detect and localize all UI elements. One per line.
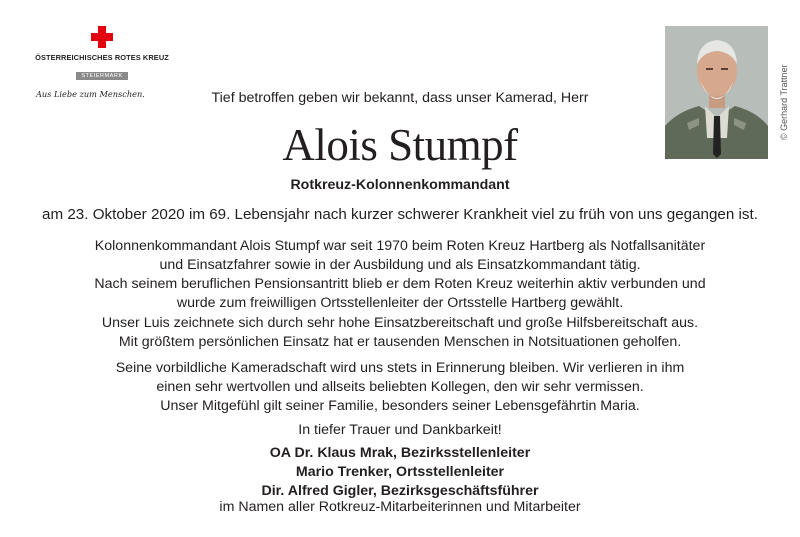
intro-text: Tief betroffen geben wir bekannt, dass unser Kamerad, Herr <box>211 90 589 106</box>
organization-region: STEIERMARK <box>76 72 127 80</box>
tribute-paragraph <box>0 314 800 352</box>
paragraph-line: wurde zum freiwilligen Ortsstellenleiter der Ortsstelle Hartberg gewählt. <box>176 295 624 311</box>
organization-name: ÖSTERREICHISCHES ROTES KREUZ <box>35 53 169 62</box>
paragraph-line: einen sehr wertvollen und allseits beliebten Kollegen, den wir sehr vermissen. <box>156 379 644 395</box>
closing-line: In tiefer Trauer und Dankbarkeit! <box>298 422 502 438</box>
footer-line: im Namen aller Rotkreuz-Mitarbeiterinnen und Mitarbeiter <box>219 499 581 515</box>
signers-list <box>0 444 800 501</box>
paragraph-line: Unser Mitgefühl gilt seiner Familie, besonders seiner Lebensgefährtin Maria. <box>160 398 640 414</box>
photo-credit: © Gerhard Trattner <box>779 64 789 140</box>
signer-name: Mario Trenker, Ortsstellenleiter <box>295 464 505 480</box>
paragraph-line: und Einsatzfahrer sowie in der Ausbildung und als Einsatzkommandant tätig. <box>159 257 641 273</box>
biography-paragraph <box>0 237 800 313</box>
paragraph-line: Unser Luis zeichnete sich durch sehr hohe Einsatzbereitschaft und große Hilfsbereitschaft aus. <box>101 315 699 331</box>
paragraph-line: Nach seinem beruflichen Pensionsantritt blieb er dem Roten Kreuz weiterhin aktiv verbunden und <box>94 276 706 292</box>
red-cross-logo <box>32 26 172 81</box>
organization-motto: Aus Liebe zum Menschen. <box>36 89 145 99</box>
paragraph-line: Mit größtem persönlichen Einsatz hat er tausenden Menschen in Notsituationen geholfen. <box>118 334 682 350</box>
death-notice-line: am 23. Oktober 2020 im 69. Lebensjahr nach kurzer schwerer Krankheit viel zu früh von uns gegangen ist. <box>42 206 758 223</box>
signer-name: Dir. Alfred Gigler, Bezirksgeschäftsführer <box>261 483 539 499</box>
deceased-name: Alois Stumpf <box>282 120 518 170</box>
deceased-title: Rotkreuz-Kolonnenkommandant <box>290 177 510 193</box>
signer-name: OA Dr. Klaus Mrak, Bezirksstellenleiter <box>269 445 531 461</box>
paragraph-line: Kolonnenkommandant Alois Stumpf war seit 1970 beim Roten Kreuz Hartberg als Notfallsanitäter <box>94 238 706 254</box>
remembrance-paragraph <box>0 359 800 416</box>
paragraph-line: Seine vorbildliche Kameradschaft wird uns stets in Erinnerung bleiben. Wir verlieren in ihm <box>115 360 685 376</box>
red-cross-icon <box>91 26 113 48</box>
